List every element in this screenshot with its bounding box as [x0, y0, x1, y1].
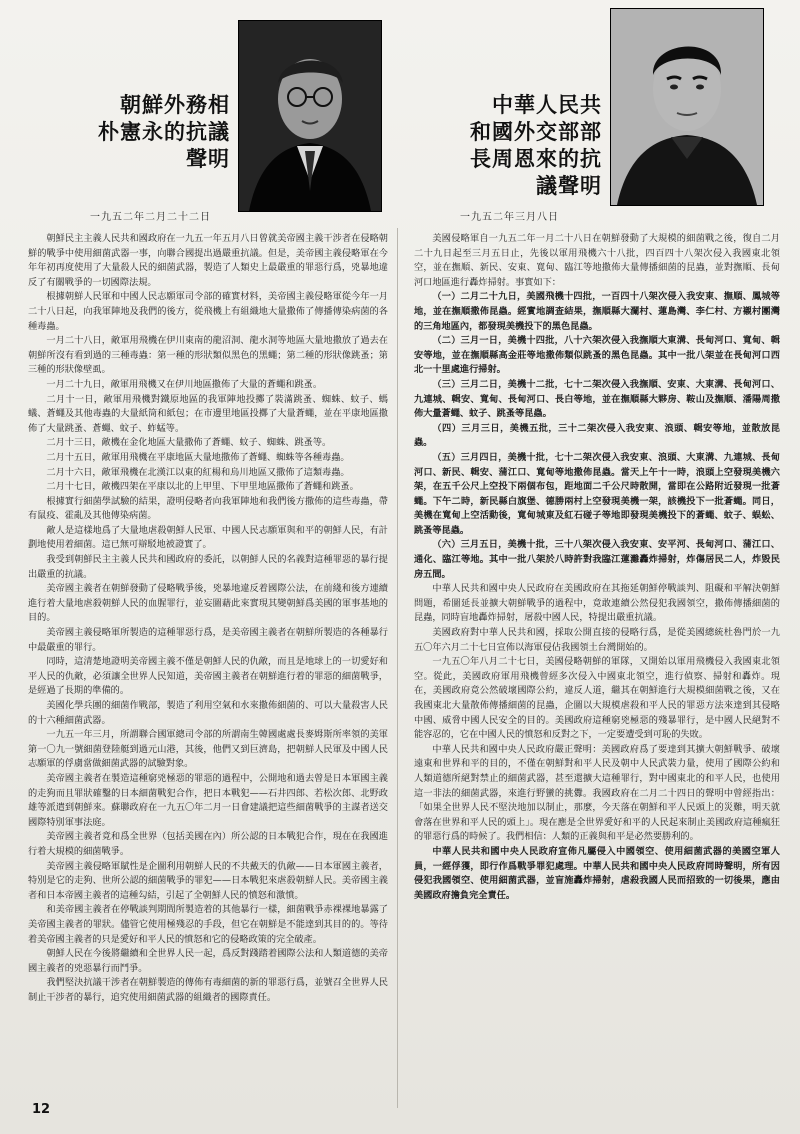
paragraph: 一月二十八日，敵軍用飛機在伊川東南的龍沼洞、龍水洞等地區大量地撒放了過去在朝鮮所沒有看到過的三種毒蟲：第一種的形狀類似黑色的黑蠅；第二種的形狀像跳蚤；第三種的形狀像壁虱。: [28, 335, 388, 376]
portrait-icon: [611, 9, 763, 205]
headline-line: 議聲明: [536, 174, 602, 198]
paragraph: 美帝國主義侵略軍賦性是企圖利用朝鮮人民的不共戴天的仇敵——日本軍國主義者，特別是它的走狗、世所公認的細菌戰爭的罪犯——日本戰犯來虐殺朝鮮人民。美帝國主義者和日本帝國主義者的這種勾結，引起了全朝鮮人民的憤怒和激憤。: [28, 860, 388, 901]
column-divider: [397, 228, 398, 1108]
paragraph: 和美帝國主義者在停戰談判期間所製造着的其他暴行一樣，細菌戰爭赤裸裸地暴露了美帝國主義者的罪狀。儘管它使用極殘忍的手段，但它在朝鮮是不能達到其目的的。等待着美帝國主義者的只是愛好和平人民的憤怒和它的侵略政策的完全破產。: [28, 904, 388, 945]
paragraph: 我們堅決抗議干涉者在朝鮮製造的傳佈有毒細菌的新的罪惡行爲，並號召全世界人民制止干涉者的暴行，追究使用細菌武器的組織者的國際責任。: [28, 977, 388, 1003]
paragraph: 一九五一年三月，所謂聯合國軍總司令部的所謂南生韓國處處長麥姆斯所率領的美軍第一〇九一號細菌登陸艇到過元山港，其後，他們又到巨濟島，把朝鮮人民軍及中國人民志願軍的俘虜當做細菌武器的試驗對象。: [28, 729, 388, 770]
portrait-icon: [239, 21, 381, 211]
paragraph: 美帝國主義者在朝鮮發動了侵略戰爭後，兇暴地違反着國際公法，在前綫和後方連續進行着大量地虐殺朝鮮人民的血腥罪行，並妄圖藉此來實現其變朝鮮爲美國的軍事基地的目的。: [28, 583, 388, 624]
headline-line: 朝鮮外務相: [120, 93, 230, 117]
paragraph: 二月十七日，敵機四架在平康以北的上甲里、下甲里地區撒佈了蒼蠅和跳蚤。: [46, 481, 359, 493]
date-right: 一九五二年三月八日: [460, 212, 559, 223]
paragraph: 中華人民共和國中央人民政府嚴正聲明：美國政府爲了要達到其擴大朝鮮戰爭、破壞遠東和世界和平的目的，不僅在朝鮮對和平人民及朝中人民武裝力量，使用了國際公約和人類道德所絕對禁止的細菌武器，甚至還擴大這種罪行，對中國東北的和平人民，也使用這一非法的細菌武器，來進行野蠻的挑釁。我國政府在二月二十四日的聲明中曾經指出：「如果全世界人民不堅決地加以制止，那麼，今天落在朝鮮和平人民頭上的災難，明天就會落在世界和平人民的頭上」。現在應是全世界愛好和平的人民起來制止美國政府這種瘋狂的罪惡行爲的時候了。我們相信：人類的正義與和平是必然要勝利的。: [414, 743, 780, 843]
paragraph: 美帝國主義者在製造這種窮兇極惡的罪惡的過程中，公開地和過去曾是日本軍國主義的走狗而且罪狀確鑿的日本細菌戰犯合作，把日本戰犯——石井四郎、若松次郎、北野政雄等派遣到朝鮮來。蘇聯政府在一九五〇年二月一日會建議把這些細菌戰爭的主謀者送交國際特別軍事法庭。: [28, 772, 388, 828]
portrait-photo-pak: [238, 20, 382, 212]
paragraph: 根據朝鮮人民軍和中國人民志願軍司令部的確實材料，美帝國主義侵略軍從今年一月二十八日起，向我軍陣地及我們的後方，從飛機上有組織地大量撒佈了傳播傳染病菌的各種毒蟲。: [28, 291, 388, 332]
paragraph: 美國侵略軍自一九五二年一月二十八日在朝鮮發動了大規模的細菌戰之後，復自二月二十九日起至三月五日止，先後以軍用飛機六十八批，四百四十八架次侵入我國東北領空，並在撫順、新民、安東、寬甸、臨江等地撒佈大量傳播細菌的昆蟲，並對撫順、長甸河口地區進行轟炸掃射。事實如下：: [414, 233, 780, 288]
paragraph: 一月二十九日，敵軍用飛機又在伊川地區撒佈了大量的蒼蠅和跳蚤。: [46, 378, 323, 390]
headline-right: [430, 92, 602, 200]
paragraph: 同時，這清楚地證明美帝國主義不僅是朝鮮人民的仇敵，而且是地球上的一切愛好和平人民的仇敵，必須讓全世界人民知道，美帝國主義者在朝鮮進行着的罪惡的細菌戰爭，是經過了長期的準備的。: [28, 656, 388, 697]
portrait-photo-zhou: [610, 8, 764, 206]
headline-line: 朴憲永的抗議: [98, 120, 230, 144]
headline-line: 和國外交部部: [470, 120, 602, 144]
paragraph: 根據實行細菌學試驗的結果，證明侵略者向我軍陣地和我們後方撒佈的這些毒蟲，帶有鼠疫、霍亂及其他傳染病菌。: [28, 495, 388, 522]
paragraph: 朝鮮人民在今後將繼續和全世界人民一起，爲反對踐踏着國際公法和人類道德的美帝國主義者的兇惡暴行而鬥爭。: [28, 948, 388, 974]
paragraph: （五）三月四日，美機十批，七十二架次侵入我安東、浪頭、大東溝、九連城、長甸河口、新民、輯安、蒲江口、寬甸等地撒佈昆蟲。當天上午十一時，浪頭上空發現美機六架，在五千公尺上空投下兩個布包，距地面二千公尺時散開，當即在公路附近發現一批蒼蠅。下午二時，新民縣白旗堡、德勝兩村上空發現美機一架，該機投下一批蒼蠅。同日，美機在寬甸上空活動後，寬甸城東及紅石碰子等地即發現美機投下的蒼蠅、蚊子、蜈蚣、跳蚤等昆蟲。: [414, 451, 780, 536]
paragraph: 我受到朝鮮民主主義人民共和國政府的委託，以朝鮮人民的名義對這種罪惡的暴行提出嚴重的抗議。: [28, 554, 388, 580]
paragraph: 中華人民共和國中央人民政府宣佈凡屬侵入中國領空、使用細菌武器的美國空軍人員，一經俘獲，即行作爲戰爭罪犯處理。中華人民共和國中央人民政府同時聲明，所有因侵犯我國領空、使用細菌武器，並盲施轟炸掃射，虐殺我國人民而招致的一切後果，應由美國政府擔負完全責任。: [414, 845, 780, 901]
paragraph: 美帝國主義者竟和爲全世界（包括美國在內）所公認的日本戰犯合作，現在在我國進行着大規模的細菌戰爭。: [28, 831, 388, 857]
paragraph: 二月十三日，敵機在金化地區大量撒佈了蒼蠅、蚊子、蜘蛛、跳蚤等。: [46, 437, 332, 449]
paragraph: 朝鮮民主主義人民共和國政府在一九五一年五月八日曾就美帝國主義干涉者在侵略朝鮮的戰爭中使用細菌武器一事，向聯合國提出過嚴重抗議。但是，美帝國主義侵略軍在今年年初再度使用了大量殺人民的細菌武器，製造了人類史上最嚴重的罪惡行爲，兇暴地違反了有關戰爭的一切國際法規。: [28, 233, 388, 288]
paragraph: （六）三月五日，美機十批，三十八架次侵入我安東、安平河、長甸河口、蒲江口、通化、臨江等地。其中一批八架於八時許對我臨江蓮灘轟炸掃射，炸傷居民二人，炸毀民房五間。: [414, 539, 780, 580]
paragraph: 敵人是這樣地爲了大量地虐殺朝鮮人民軍、中國人民志願軍與和平的朝鮮人民，有計劃地使用着細菌。這已無可辯駁地被證實了。: [28, 524, 388, 551]
paragraph: 一九五〇年八月二十七日，美國侵略朝鮮的軍隊，又開始以軍用飛機侵入我國東北領空。從此，美國政府軍用飛機曾經多次侵入中國東北領空，進行偵察、掃射和轟炸。現在，美國政府竟公然破壞國際公約，違反人道，繼其在朝鮮進行大規模細菌戰之後，又在我國東北大量散佈傳播細菌的昆蟲，企圖以大規模虐殺和平人民的罪惡方法來達到其侵略中國、威脅中國人民安全的目的。美國政府這種窮兇極惡的殘暴罪行，是中國人民絕對不能容忍的，它在中國人民的憤怒和反對之下，一定要遭受到可恥的失敗。: [414, 656, 780, 741]
headline-line: 聲明: [186, 147, 230, 171]
headline-line: 中華人民共: [492, 93, 602, 117]
article-body-right: [414, 232, 780, 903]
paragraph: 二月十一日，敵軍用飛機對鐵原地區的我軍陣地投擲了裝滿跳蚤、蜘蛛、蚊子、螞蟻、蒼蠅及其他毒蟲的大量紙筒和紙包；在市邊里地區投擲了大量蒼蠅，並在平康地區撒佈了大量跳蚤、蒼蠅、蚊子、蚱蜢等。: [28, 393, 388, 434]
article-body-left: [28, 232, 388, 1005]
paragraph: 二月十六日，敵軍飛機在北漢江以東的紅楊和烏川地區又撒佈了這類毒蟲。: [46, 466, 350, 478]
paragraph: （三）三月二日，美機十二批，七十二架次侵入我撫順、安東、大東溝、長甸河口、九連城、輯安、寬甸、長甸河口、長白等地，並在撫順縣大夥房、鞍山及撫順、潘陽周撒佈大量蒼蠅、蚊子、跳蚤等昆蟲。: [414, 378, 780, 420]
paragraph: （二）三月一日，美機十四批，八十六架次侵入我撫順大東溝、長甸河口、寬甸、輯安等地，並在撫順縣高金莊等地撒佈類似跳蚤的黑色昆蟲。其中一批八架並在長甸河口西北一十里處進行掃射。: [414, 335, 780, 376]
paragraph: （一）二月二十九日，美國飛機十四批，一百四十八架次侵入我安東、撫順、鳳城等地，並在撫順撒佈昆蟲。經實地調查結果，撫順縣大瀾村、蓮島灣、李仁村、方襯村團灣的三角地區內，都發現美機投下的黑色昆蟲。: [414, 291, 780, 332]
paragraph: 中華人民共和國中央人民政府在美國政府在其拖延朝鮮停戰談判、阻礙和平解決朝鮮問題，希圖延長並擴大朝鮮戰爭的過程中，竟敢連續公然侵犯我國領空，撒佈傳播細菌的昆蟲，同時盲地轟炸掃射，屠殺中國人民，特提出嚴重抗議。: [414, 583, 780, 624]
paragraph: 美國政府對中華人民共和國，採取公開直接的侵略行爲，是從美國總統杜魯門於一九五〇年六月二十七日宣佈以海軍侵佔我國領土台灣開始的。: [414, 627, 780, 653]
paragraph: 美帝國主義侵略軍所製造的這種罪惡行爲，是美帝國主義者在朝鮮所製造的各種暴行中最嚴重的罪行。: [28, 627, 388, 653]
headline-left: [60, 92, 230, 173]
paragraph: （四）三月三日，美機五批，三十二架次侵入我安東、浪頭、輯安等地，並散放昆蟲。: [414, 422, 780, 449]
date-left: 一九五二年二月二十二日: [90, 212, 211, 223]
paragraph: 二月十五日，敵軍用飛機在平康地區大量地撒佈了蒼蠅、蜘蛛等各種毒蟲。: [46, 451, 350, 463]
headline-line: 長周恩來的抗: [470, 147, 602, 171]
paragraph: 美國化學兵團的細菌作戰部，製造了利用空氣和水來撒佈細菌的、可以大量殺害人民的十六種細菌武器。: [28, 700, 388, 726]
page-number: 12: [32, 1102, 51, 1117]
